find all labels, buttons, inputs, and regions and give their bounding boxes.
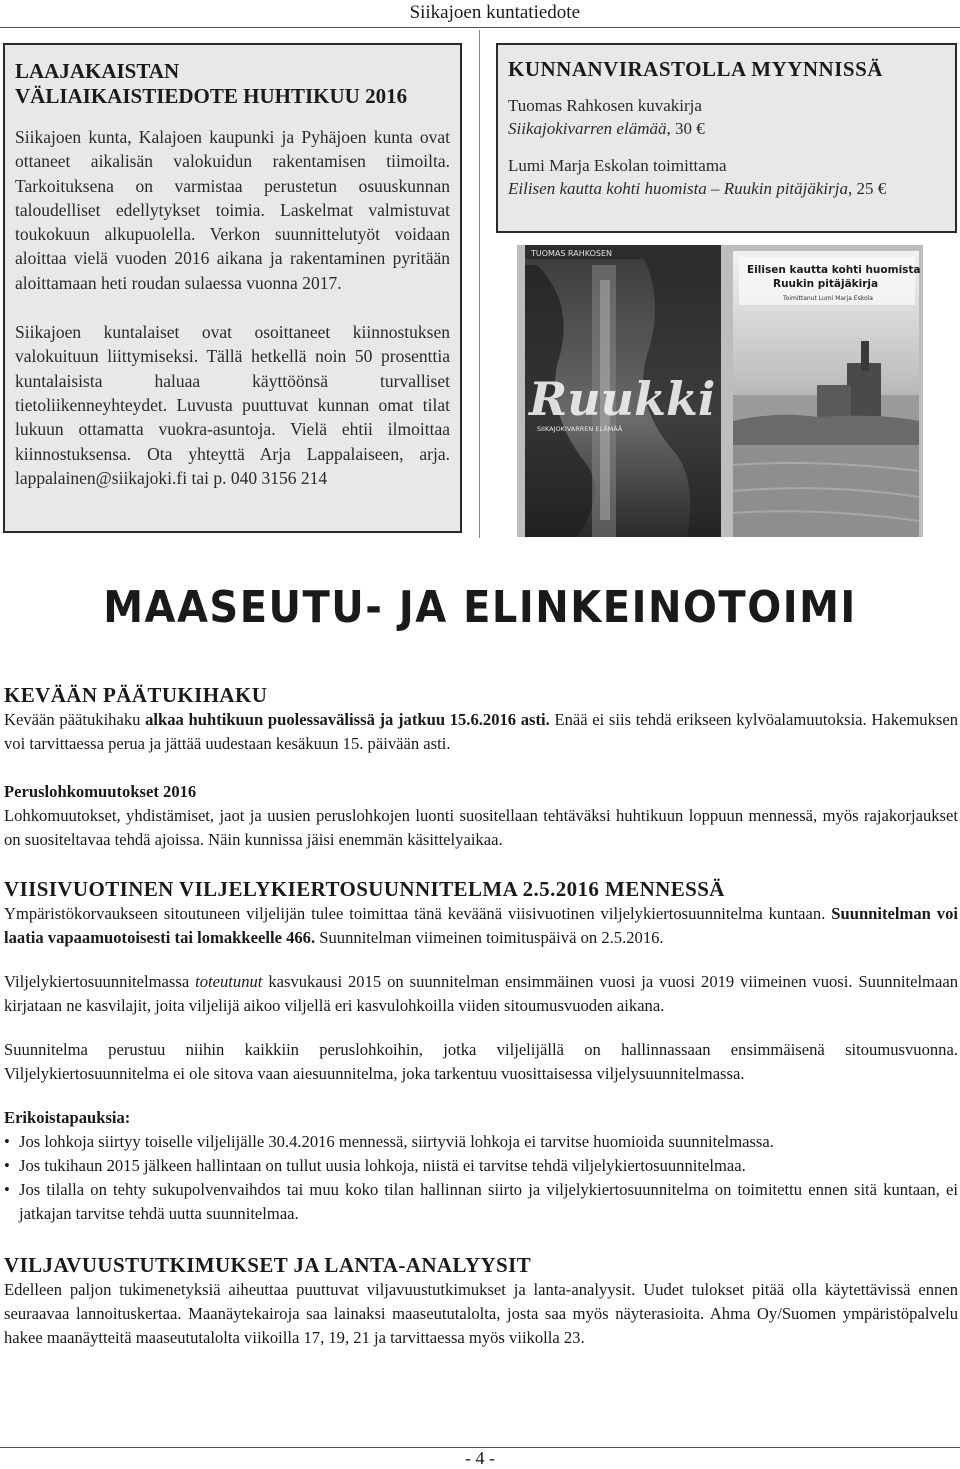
list-item: • Jos lohkoja siirtyy toiselle viljelijälle 30.4.2016 mennessä, siirtyviä lohkoja ei tarvitse huomioida suunnitelmassa. bbox=[4, 1130, 958, 1154]
spring-subsidy-text: Kevään päätukihaku alkaa huhtikuun puolessavälissä ja jatkuu 15.6.2016 asti. Enää ei siis tehdä erikseen kylvöalamuutoksia. Hakemuksen voi tarvittaessa perua ja jättää uudestaan kesäkuun 15. päivään asti. bbox=[4, 710, 958, 753]
publication-title: Siikajoen kuntatiedote bbox=[409, 2, 580, 23]
book1-author: Tuomas Rahkosen kuvakirja bbox=[508, 96, 702, 115]
header-rule bbox=[0, 27, 960, 28]
for-sale-box bbox=[496, 43, 957, 233]
crop-rotation-paragraph-2: Viljelykiertosuunnitelmassa toteutunut kasvukausi 2015 on suunnitelman ensimmäinen vuosi ja vuosi 2019 viimeinen vuosi. Suunnitelmaan kirjataan ne kasvilajit, joita viljelijä aikoo viljellä eri kasvulohkoilla viiden sitoumusvuoden aikana. bbox=[4, 972, 958, 1015]
rural-affairs-content bbox=[4, 682, 958, 1350]
right-book-cover bbox=[733, 251, 921, 537]
left-book-cover bbox=[525, 245, 721, 537]
broadband-notice-title: LAAJAKAISTAN VÄLIAIKAISTIEDOTE HUHTIKUU 2016 bbox=[15, 59, 408, 108]
basic-parcel-heading: Peruslohkomuutokset 2016 bbox=[4, 782, 197, 801]
list-item: • Jos tukihaun 2015 jälkeen hallintaan on tullut uusia lohkoja, niistä ei tarvitse tehdä viljelykiertosuunnitelmaa. bbox=[4, 1154, 958, 1178]
broadband-paragraph-1: Siikajoen kunta, Kalajoen kaupunki ja Pyhäjoen kunta ovat ottaneet aikalisän valokuidun rakentamisen tiimoilta. Tarkoituksena on varmistaa perustetun osuuskunnan taloudelliset edellytykset toimia. Laskelmat valmistuvat toukokuun alkupuolella. Verkon suunnittelutyöt voidaan aloittaa vielä vuoden 2016 aikana ja rakentaminen pyritään aloittamaan heti roudan sulaessa vuonna 2017. bbox=[15, 127, 450, 293]
crop-rotation-paragraph-3: Suunnitelma perustuu niihin kaikkiin peruslohkoihin, jotka viljelijällä on hallinnassaan ensimmäisenä sitoumusvuonna. Viljelykiertosuunnitelma ei ole sitova vaan aiesuunnitelma, joka tarkentuu vuosittaisessa viljelysuunnitelmassa. bbox=[4, 1040, 958, 1083]
left-cover-top-text: TUOMAS RAHKOSEN bbox=[531, 249, 612, 258]
list-item: • Jos tilalla on tehty sukupolvenvaihdos tai muu koko tilan hallinnan siirto ja viljelykiertosuunnitelma on toimitettu ennen sitä kuntaan, ei jatkajan tarvitse tehdä uutta suunnitelmaa. bbox=[4, 1178, 958, 1226]
book-covers-illustration bbox=[517, 245, 923, 537]
crop-rotation-heading: VIISIVUOTINEN VILJELYKIERTOSUUNNITELMA 2.5.2016 MENNESSÄ bbox=[4, 877, 725, 901]
soil-analysis-text: Edelleen paljon tukimenetyksiä aiheuttaa puuttuvat viljavuustutkimukset ja lanta-analyysit. Uudet tulokset pitää olla käytettävissä ennen seuraavaa lannoituskertaa. Maanäytekairoja saa lainaksi maaseututalolta, josta saa myös näyterasioita. Ahma Oy/Suomen ympäristöpalvelu hakee maanäytteitä maaseututalolta viikoilla 17, 19, 21 ja tarvittaessa myös viikolla 23. bbox=[4, 1280, 958, 1347]
page-number-container bbox=[0, 1448, 960, 1469]
book2-author: Lumi Marja Eskolan toimittama bbox=[508, 156, 727, 175]
column-divider bbox=[479, 30, 480, 538]
book1-title-price: Siikajokivarren elämää, 30 € bbox=[508, 119, 705, 138]
section-main-title: MAASEUTU- JA ELINKEINOTOIMI bbox=[103, 583, 857, 633]
left-cover-script-title: Ruukki bbox=[529, 372, 716, 426]
exceptions-heading: Erikoistapauksia: bbox=[4, 1108, 131, 1127]
right-cover-title-2: Ruukin pitäjäkirja bbox=[773, 278, 879, 290]
soil-analysis-heading: VILJAVUUSTUTKIMUKSET JA LANTA-ANALYYSIT bbox=[4, 1253, 532, 1277]
right-cover-title-1: Eilisen kautta kohti huomista bbox=[747, 264, 921, 276]
page-number: - 4 - bbox=[461, 1448, 499, 1468]
book2-title-price: Eilisen kautta kohti huomista – Ruukin pitäjäkirja, 25 € bbox=[508, 179, 887, 198]
exceptions-list bbox=[4, 1130, 958, 1226]
basic-parcel-text: Lohkomuutokset, yhdistämiset, jaot ja uusien peruslohkojen luonti suositellaan tehtäväksi huhtikuun loppuun mennessä, myös rajakorjaukset on suositeltavaa tehdä ajoissa. Näin kunnissa jäisi enemmän käsittelyaikaa. bbox=[4, 806, 958, 849]
left-cover-subtitle: SIIKAJOKIVARREN ELÄMÄÄ bbox=[537, 425, 623, 433]
spring-subsidy-heading: KEVÄÄN PÄÄTUKIHAKU bbox=[4, 683, 268, 707]
for-sale-title: KUNNANVIRASTOLLA MYYNNISSÄ bbox=[508, 57, 883, 81]
crop-rotation-paragraph-1: Ympäristökorvaukseen sitoutuneen viljelijän tulee toimittaa tänä keväänä viisivuotinen viljelykiertosuunnitelma kuntaan. Suunnitelman voi laatia vapaamuotoisesti tai lomakkeelle 466. Suunnitelman viimeinen toimituspäivä on 2.5.2016. bbox=[4, 904, 958, 947]
book-covers-photo bbox=[517, 245, 923, 537]
broadband-paragraph-2: Siikajoen kuntalaiset ovat osoittaneet kiinnostuksen valokuituun liittymiseksi. Tällä hetkellä noin 50 prosenttia kuntalaisista haluaa käyttöönsä turvalliset tietoliikenneyhteydet. Luvusta puuttuvat kunnan omat tilat lukuun ottamatta vuokra-asuntoja. Vielä ehtii ilmoittaa kiinnostuksensa. Ota yhteyttä Arja Lappalaiseen, arja. lappalainen@siikajoki.fi tai p. 040 3156 214 bbox=[15, 322, 450, 488]
broadband-notice-box bbox=[3, 43, 462, 533]
right-cover-editor: Toimittanut Lumi Marja Eskola bbox=[783, 295, 873, 302]
